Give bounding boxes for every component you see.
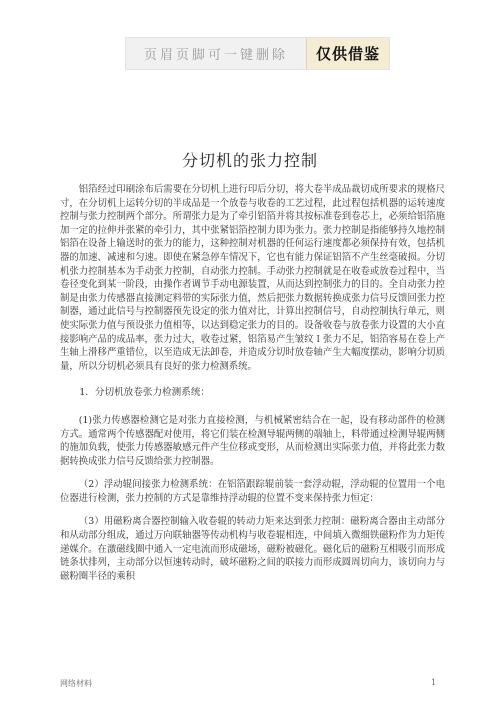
banner-note: 页眉页脚可一键删除 <box>126 38 306 69</box>
footer-source: 网络材料 <box>60 679 92 688</box>
list-item-1: (1)张力传感器检测它是对张力直接检测，与机械紧密结合在一起，设有移动部件的检测方式。通常两个传感器配对使用，将它们装在检测导辊两侧的端轴上，料带通过检测导辊两侧的施加负载，使张力传感器敏感元件产生位移或变形，从而检测出实际张力值，并将此张力数据转换成张力信号反馈给张力控制器。 <box>60 414 445 467</box>
header-banner <box>125 37 390 70</box>
document-title: 分切机的张力控制 <box>181 151 318 170</box>
list-item-2: （2）浮动辊间接张力检测系统：在铝箔跟踪辊前装一套浮动辊，浮动辊的位置用一个电位器进行检测，张力控制的方式是靠维持浮动辊的位置不变来保持张力恒定： <box>60 479 445 504</box>
page-number: 1 <box>431 678 437 687</box>
section-heading: 1．分切机放卷张力检测系统： <box>79 387 211 399</box>
banner-badge: 仅供借鉴 <box>306 38 389 69</box>
document-body <box>60 183 445 583</box>
list-item-3: （3）用磁粉离合器控制输入收卷辊的转动力矩来达到张力控制：磁粉离合器由主动部分和从动部分组成，通过万向联轴器等传动机构与收卷辊相连，中间填入微细铁磁粉作为力矩传递媒介。在激磁线圈中通入一定电流而形成磁场，磁粉被磁化。磁化后的磁粉互相吸引而形成链条状排列，主动部分以恒速转动时，破坏磁粉之间的联接力而形成圆周切向力，该切向力与磁粉圈半径的乘积 <box>60 516 445 582</box>
intro-paragraph: 铝箔经过印刷涂布后需要在分切机上进行印后分切，将大卷半成品裁切成所要求的规格尺寸，在分切机上运转分切的半成品是一个放卷与收卷的工艺过程，此过程包括机器的运转速度控制与张力控制两个部分。所谓张力是为了牵引铝箔并将其按标准卷到卷芯上，必须给铝箔施加一定的拉伸并张紧的牵引力，其中张紧铝箔控制力即为张力。张力控制是指能够持久地控制铝箔在设备上输送时的张力的能力，这种控制对机器的任何运行速度都必须保持有效，包括机器的加速、减速和匀速。即使在紧急停车情况下，它也有能力保证铝箔不产生丝毫破损。分切机张力控制基本为手动张力控制，自动张力控制。手动张力控制就是在收卷或放卷过程中，当卷径变化到某一阶段，由操作者调节手动电源装置，从而达到控制张力的目的。全自动张力控制是由张力传感器直接测定料带的实际张力值，然后把张力数据转换成张力信号反馈回张力控制器，通过此信号与控制器预先设定的张力值对比，计算出控制信号，自动控制执行单元，则使实际张力值与预设张力值相等，以达到稳定张力的目的。设备收卷与放卷张力设置的大小直接影响产品的成品率，张力过大，收卷过紧，铝箔易产生皱纹Ｉ张力不足，铝箔容易在卷上产生轴上滑移严重错位，以至造成无法卸卷，并造成分切时放卷轴产生大幅度摆动，影响分切质量，所以分切机必须具有良好的张力检测系统。 <box>60 184 445 372</box>
